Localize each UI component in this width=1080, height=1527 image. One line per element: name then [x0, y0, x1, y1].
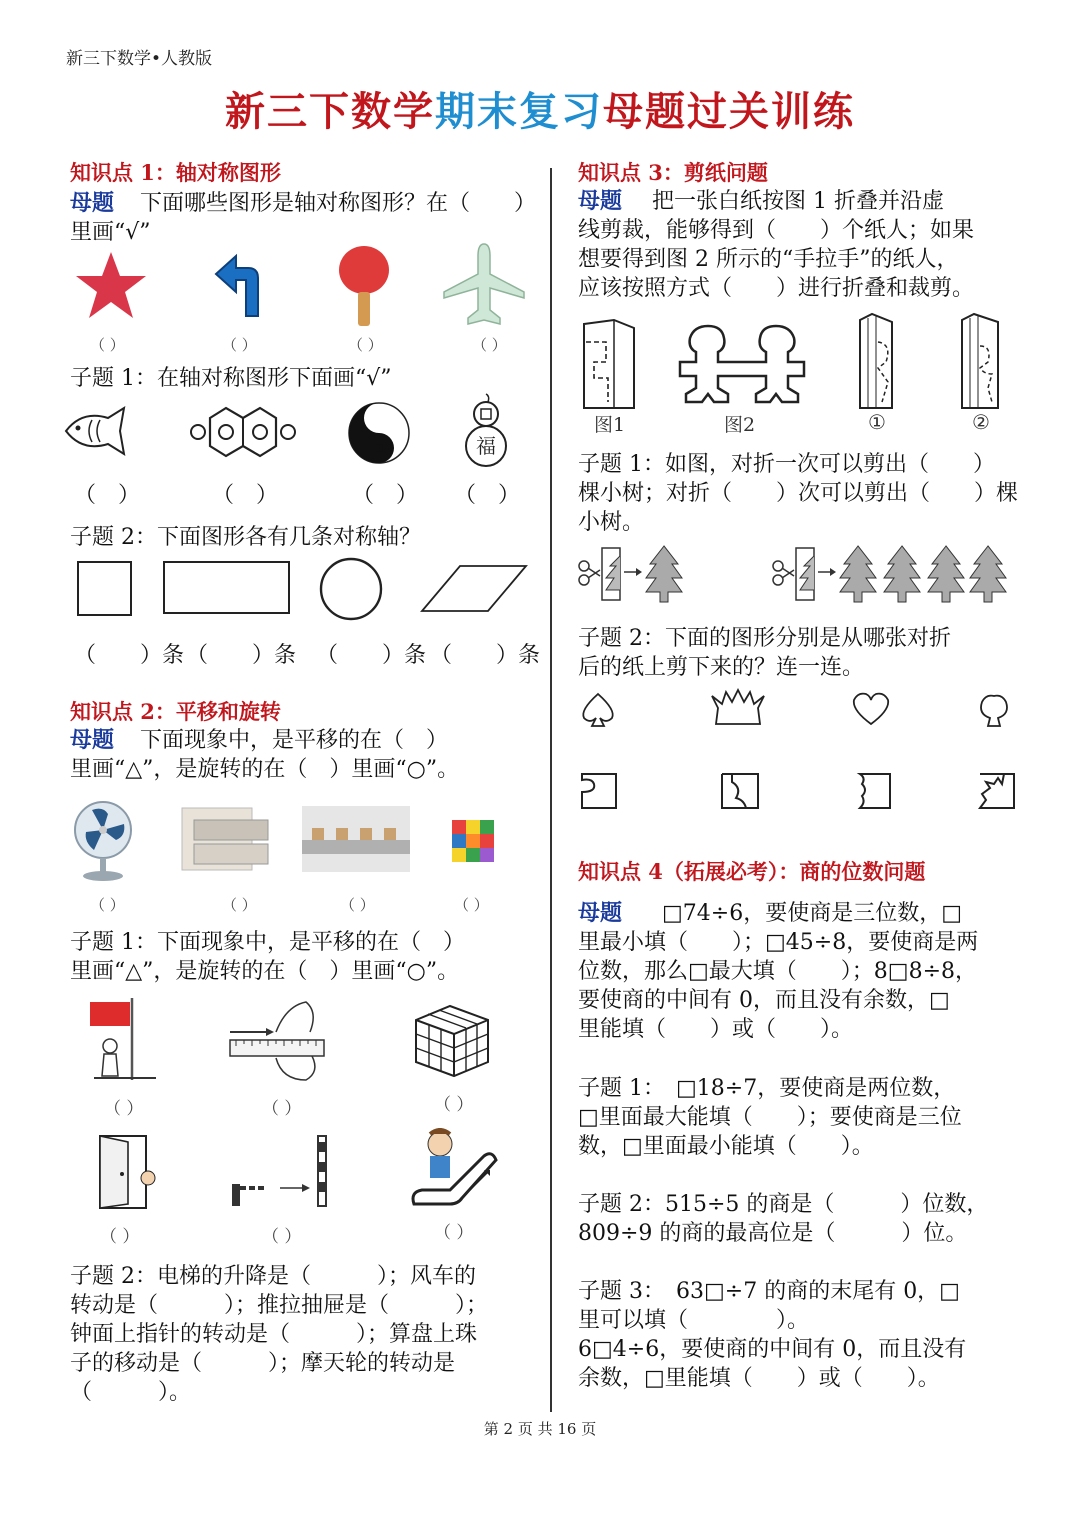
kp1-sub1-paren-3[interactable]: （ ） [352, 483, 419, 508]
kp4-sub1 [578, 1074, 1018, 1161]
kp4-sub3 [578, 1277, 1018, 1393]
kp4-sub1-line-3: 数，□里面最小能填（ ）。 [578, 1134, 874, 1159]
turn-left-arrow-figure [214, 252, 270, 318]
title-part-2: 期末复习 [435, 88, 603, 135]
page-footer: 第 2 页 共 16 页 [483, 1420, 597, 1438]
kp1-sub2: 子题 2：下面图形各有几条对称轴？ [70, 525, 421, 550]
hand-in-hand-paper-people-figure [676, 322, 808, 406]
page-header-label: 新三下数学•人教版 [66, 49, 213, 69]
kp2-mother-paren-4[interactable]: （ ） [454, 896, 489, 914]
parallelogram-figure [420, 564, 530, 614]
barrier-gate-figure [226, 1132, 332, 1212]
airplane-figure [442, 242, 526, 330]
kp3-mother-line-4: 应该按照方式（ ）进行折叠和裁剪。 [578, 276, 975, 301]
kp4-mother-line-5: 里能填（ ）或（ ）。 [578, 1017, 854, 1042]
kp1-mother-label: 母题 [70, 190, 115, 216]
kp1-sub1: 子题 1：在轴对称图形下面画“√” [70, 366, 392, 391]
kp3-sub1-line-1: 子题 1：如图，对折一次可以剪出（ ） [578, 452, 995, 477]
kp3-sub2-line-2: 后的纸上剪下来的？连一连。 [578, 655, 865, 680]
folded-paper-cut-3-figure [852, 770, 894, 812]
cut-four-trees-figure [770, 542, 1010, 604]
fig-label-1: 图1 [594, 414, 626, 436]
kp2-sub2-line-4: 子的移动是（ ）；摩天轮的转动是 [70, 1351, 456, 1376]
kp4-sub2-line-1: 子题 2：515÷5 的商是（ ）位数， [578, 1192, 989, 1217]
kp2-sub1 [70, 928, 532, 986]
kp1-mother-paren-1[interactable]: （ ） [90, 336, 125, 354]
kp2-sub1-paren-4[interactable]: （ ） [100, 1227, 140, 1247]
kp3-sub1 [578, 450, 1018, 537]
fig-label-method-2: ② [972, 410, 990, 434]
kp1-sub1-paren-2[interactable]: （ ） [212, 483, 279, 508]
kp3-sub1-line-3: 小树。 [578, 510, 645, 535]
folded-paper-figure-1 [580, 318, 638, 410]
kp3-mother-label: 母题 [578, 188, 623, 214]
kp2-mother-text-l1: 下面现象中，是平移的在（ ） [140, 728, 449, 753]
kp3-sub2 [578, 624, 1018, 682]
kp4-mother-label: 母题 [578, 900, 623, 926]
circle-figure [318, 556, 384, 622]
title-part-3: 母题过关训练 [603, 88, 855, 135]
kp2-mother [70, 726, 532, 784]
opening-door-figure [94, 1132, 160, 1212]
kp2-mother-label: 母题 [70, 727, 115, 753]
escalator-figure [410, 1128, 500, 1210]
folded-paper-cut-1-figure [578, 770, 620, 812]
kp2-sub1-l1: 子题 1：下面现象中，是平移的在（ ） [70, 930, 465, 955]
kp4-mother-line-3: 位数，那么□最大填（ ）；8□8÷8， [578, 959, 977, 984]
fish-figure [62, 404, 138, 458]
kp2-sub1-paren-1[interactable]: （ ） [104, 1099, 144, 1119]
folding-method-1-figure [856, 312, 898, 412]
title-part-1: 新三下数学 [225, 88, 435, 135]
cut-one-tree-figure [576, 542, 696, 604]
kp2-mother-paren-2[interactable]: （ ） [222, 896, 257, 914]
kp2-sub2 [70, 1262, 532, 1407]
kp1-sub2-answer-4[interactable]: （ ）条 [430, 643, 541, 668]
kp1-sub2-answer-3[interactable]: （ ）条 [316, 643, 427, 668]
kp3-heading: 知识点 3：剪纸问题 [578, 160, 768, 185]
kp2-heading: 知识点 2：平移和旋转 [70, 699, 281, 724]
kp1-sub1-paren-4[interactable]: （ ） [454, 483, 521, 508]
kp1-heading-block [70, 158, 532, 187]
electric-fan-figure [72, 800, 134, 882]
cube-stack-figure [410, 1000, 494, 1080]
kp3-sub2-line-1: 子题 2：下面的图形分别是从哪张对折 [578, 626, 951, 651]
kp4-mother-line-2: 里最小填（ ）；□45÷8，要使商是两 [578, 930, 979, 955]
flag-raising-figure [84, 996, 164, 1082]
kp4-mother [578, 899, 1018, 1044]
star-figure [74, 250, 148, 320]
kp1-mother-paren-4[interactable]: （ ） [472, 336, 507, 354]
grass-shape-figure [710, 688, 766, 728]
kp1-mother-paren-2[interactable]: （ ） [222, 336, 257, 354]
hexagon-pattern-figure [188, 404, 298, 460]
kp2-sub2-line-1: 子题 2：电梯的升降是（ ）；风车的 [70, 1264, 476, 1289]
heart-shape-figure [850, 690, 892, 728]
kp2-sub1-paren-6[interactable]: （ ） [434, 1223, 474, 1243]
kp4-sub3-line-3: 6□4÷6，要使商的中间有 0，而且没有 [578, 1337, 967, 1362]
bulb-shape-figure [974, 690, 1014, 730]
kp4-heading: 知识点 4（拓展必考）：商的位数问题 [578, 859, 926, 884]
kp2-sub2-line-3: 钟面上指针的转动是（ ）；算盘上珠 [70, 1322, 478, 1347]
kp3-sub1-line-2: 棵小树；对折（ ）次可以剪出（ ）棵 [578, 481, 1019, 506]
square-figure [76, 560, 134, 618]
kp1-mother-paren-3[interactable]: （ ） [348, 336, 383, 354]
page-title [0, 80, 1080, 137]
kp1-mother-text: 下面哪些图形是轴对称图形？在（ ）里画“√” [70, 191, 526, 245]
kp2-sub2-line-5: （ ）。 [70, 1380, 192, 1405]
drawer-figure [180, 804, 272, 874]
kp2-sub1-paren-3[interactable]: （ ） [434, 1095, 474, 1115]
kp4-sub2 [578, 1190, 1018, 1248]
rectangle-figure [162, 560, 292, 616]
kp4-sub3-line-1: 子题 3： 63□÷7 的商的末尾有 0，□ [578, 1279, 960, 1304]
svg-text:福: 福 [476, 434, 496, 458]
kp4-mother-line-1: □74÷6，要使商是三位数，□ [662, 901, 963, 926]
kp4-mother-line-4: 要使商的中间有 0，而且没有余数，□ [578, 988, 950, 1013]
folded-paper-cut-2-figure [718, 770, 762, 812]
kp4-sub2-line-2: 809÷9 的商的最高位是（ ）位。 [578, 1221, 968, 1246]
kp4-sub3-line-4: 余数，□里能填（ ）或（ ）。 [578, 1366, 940, 1391]
fig-label-2: 图2 [724, 414, 756, 436]
kp3-mother-line-2: 线剪裁，能够得到（ ）个纸人；如果 [578, 218, 975, 243]
spade-shape-figure [578, 690, 618, 730]
kp3-mother-line-1: 把一张白纸按图 1 折叠并沿虚 [652, 189, 944, 214]
kp2-sub2-line-2: 转动是（ ）；推拉抽屉是（ ）； [70, 1293, 489, 1318]
fig-label-method-1: ① [868, 410, 886, 434]
kp2-sub1-paren-2[interactable]: （ ） [262, 1099, 302, 1119]
kp2-mother-paren-1[interactable]: （ ） [90, 896, 125, 914]
ping-pong-paddle-figure [336, 244, 392, 328]
folded-paper-cut-4-figure [976, 770, 1018, 812]
fortune-gourd-figure [458, 390, 514, 470]
kp3-mother [578, 187, 1018, 303]
ruler-pushing-figure [226, 992, 328, 1084]
kp1-sub1-paren-1[interactable]: （ ） [74, 483, 141, 508]
kp1-sub2-answer-2[interactable]: （ ）条 [186, 643, 297, 668]
kp2-mother-paren-3[interactable]: （ ） [340, 896, 375, 914]
kp1-sub2-answer-1[interactable]: （ ）条 [74, 643, 185, 668]
kp2-sub1-l2: 里画“△”，是旋转的在（ ）里画“○”。 [70, 959, 460, 984]
yin-yang-fish-figure [344, 398, 414, 468]
column-divider [550, 168, 552, 1412]
kp2-sub1-paren-5[interactable]: （ ） [262, 1227, 302, 1247]
kp4-sub3-line-2: 里可以填（ ）。 [578, 1308, 810, 1333]
kp1-heading: 知识点 1：轴对称图形 [70, 160, 281, 185]
kp3-mother-line-3: 想要得到图 2 所示的“手拉手”的纸人， [578, 247, 959, 272]
kp2-mother-text-l2: 里画“△”，是旋转的在（ ）里画“○”。 [70, 757, 460, 782]
kp1-mother [70, 189, 532, 247]
rubiks-cube-figure [444, 810, 502, 872]
conveyor-workshop-figure [302, 806, 410, 872]
kp4-sub1-line-2: □里面最大能填（ ）；要使商是三位 [578, 1105, 962, 1130]
kp4-sub1-line-1: 子题 1： □18÷7，要使商是两位数， [578, 1076, 956, 1101]
folding-method-2-figure [958, 312, 1004, 412]
